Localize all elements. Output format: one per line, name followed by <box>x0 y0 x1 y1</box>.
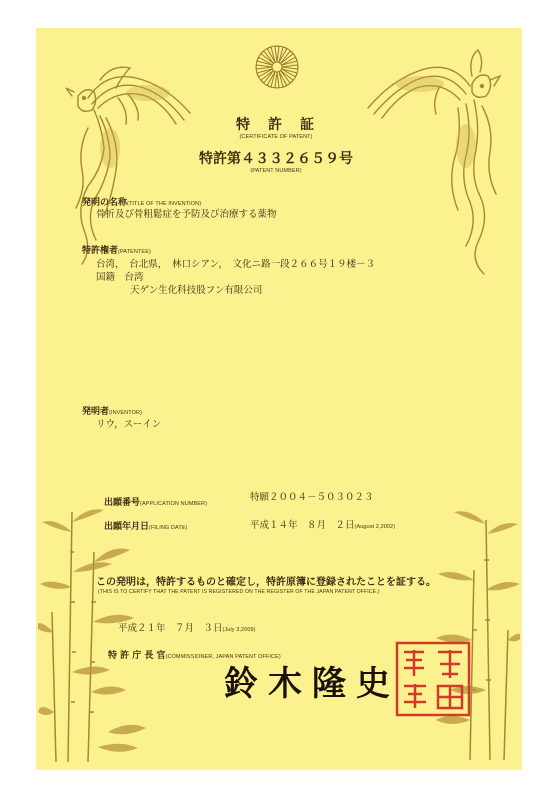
commissioner-signature: 鈴木隆史 <box>224 664 400 704</box>
filing-date-en: (August 2,2002) <box>354 524 396 530</box>
application-number: 特願２００４－５０３０２３ <box>250 492 374 503</box>
application-number-label-row <box>104 490 207 509</box>
inventor-label-en: (INVENTOR) <box>109 410 142 416</box>
filing-date-label-row <box>104 514 188 533</box>
certification-date-row <box>118 616 256 635</box>
invention-title: 骨折及び骨粗鬆症を予防及び治療する薬物 <box>96 209 277 220</box>
invention-label-en: (TITLE OF THE INVENTION) <box>127 201 202 207</box>
bamboo-right-icon <box>430 490 520 760</box>
inventor-name: リウ，スーイン <box>96 419 162 430</box>
patentee-label-en: (PATENTEE) <box>118 249 151 255</box>
certification-text: この発明は，特許するものと確定し，特許原簿に登録されたことを証する。 <box>96 577 436 588</box>
certification-date-en: (July 3,2009) <box>222 627 256 633</box>
patent-number-suffix: 号 <box>339 151 353 167</box>
patentee-label-row <box>82 238 151 257</box>
patentee-name: 天ゲン生化科技股フン有限公司 <box>130 285 263 296</box>
filing-date-label: 出願年月日 <box>104 522 150 532</box>
patent-number-line <box>0 148 552 168</box>
certificate-title-en: (CERTIFICATE OF PATENT) <box>239 134 313 140</box>
inventor-label: 発明者 <box>82 407 110 417</box>
official-seal-icon <box>394 640 472 718</box>
filing-date-row <box>250 513 395 532</box>
issuer-label-en: (COMMISSIONER, JAPAN PATENT OFFICE) <box>165 654 281 660</box>
patentee-address: 台湾， 台北県， 林口シアン， 文化ニ路一段２６６号１９楼－３ <box>96 259 376 270</box>
filing-date-label-en: (FILING DATE) <box>149 525 188 531</box>
patent-number-label: 特許第 <box>199 151 241 167</box>
certification-date: 平成２１年 ７月 ３日 <box>118 623 223 634</box>
patent-number-en: (PATENT NUMBER) <box>250 168 302 174</box>
certificate-title: 特 許 証 <box>236 117 316 133</box>
invention-label: 発明の名称 <box>82 198 128 208</box>
filing-date: 平成１４年 ８月 ２日 <box>250 520 355 531</box>
patent-number: ４３３２６５９ <box>241 151 339 167</box>
certification-text-en: (THIS IS TO CERTIFY THAT THE PATENT IS REGISTERED ON THE REGISTER OF THE JAPAN PATENT OFFICE.) <box>98 589 380 595</box>
issuer-label: 特 許 庁 長 官 <box>108 651 166 661</box>
chrysanthemum-crest-icon <box>254 44 300 90</box>
application-number-label: 出願番号 <box>104 498 141 508</box>
patentee-nationality: 国籍 台湾 <box>96 272 144 283</box>
patentee-label: 特許権者 <box>82 246 119 256</box>
application-number-label-en: (APPLICATION NUMBER) <box>140 501 208 507</box>
